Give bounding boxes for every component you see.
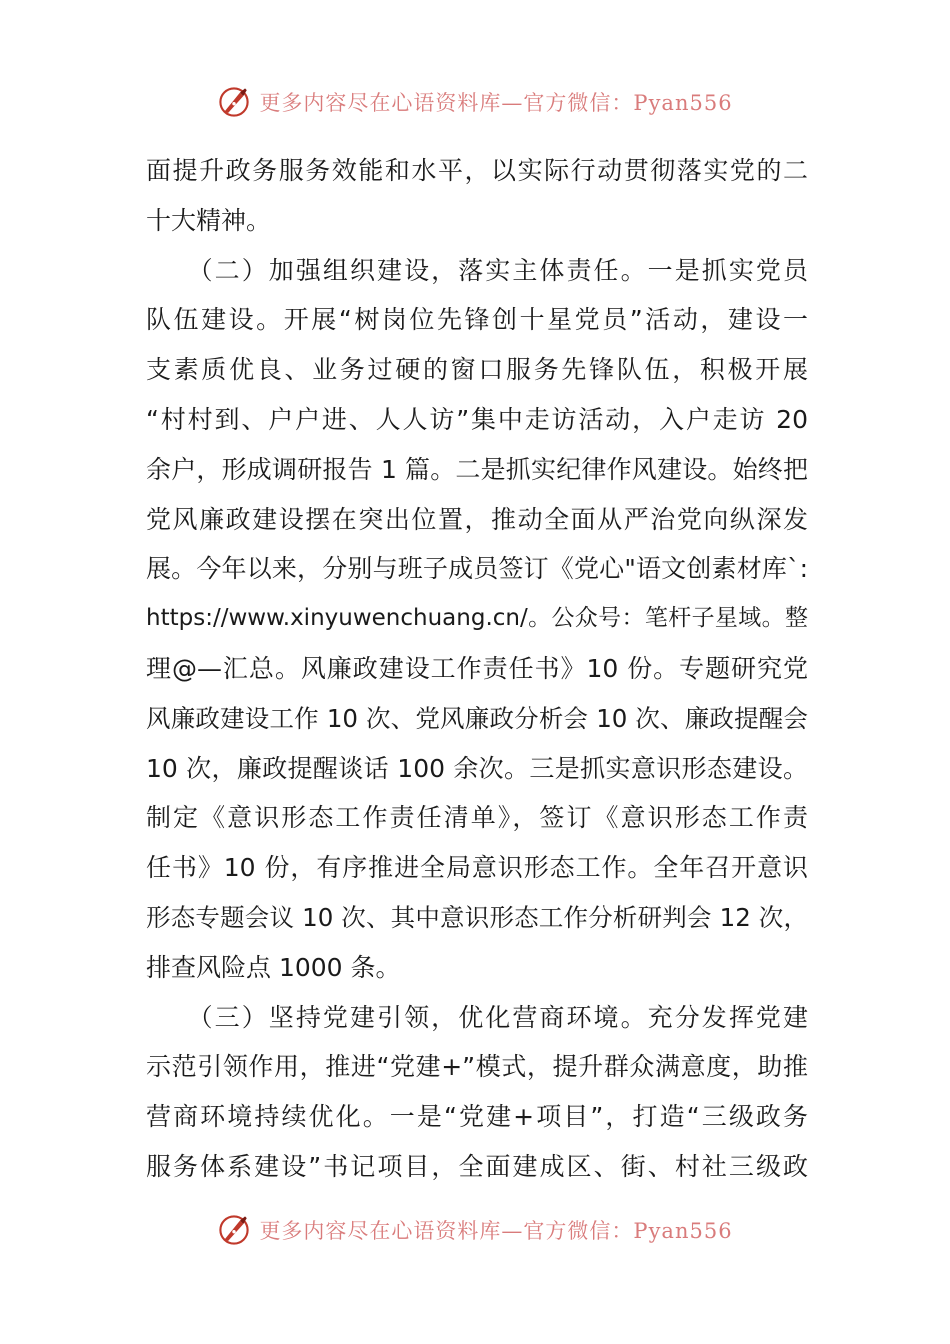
text-line: 风廉政建设工作 10 次、党风廉政分析会 10 次、廉政提醒会 <box>146 703 808 733</box>
text-line: 余户，形成调研报告 1 篇。二是抓实纪律作风建设。始终把 <box>146 454 808 484</box>
text-line: 服务体系建设”书记项目，全面建成区、街、村社三级政 <box>146 1151 808 1181</box>
header-banner-text: 更多内容尽在心语资料库—官方微信：Pyan556 <box>259 91 733 115</box>
pen-nib-logo-icon <box>217 1213 251 1247</box>
text-line: 队伍建设。开展“树岗位先锋创十星党员”活动，建设一 <box>146 305 808 335</box>
text-line: （二）加强组织建设，落实主体责任。一是抓实党员 <box>146 255 808 285</box>
text-line: （三）坚持党建引领，优化营商环境。充分发挥党建 <box>146 1002 808 1032</box>
text-line: https://www.xinyuwenchuang.cn/。公众号：笔杆子星域。整 <box>146 605 808 632</box>
document-body <box>146 146 808 1192</box>
text-line: 10 次，廉政提醒谈话 100 余次。三是抓实意识形态建设。 <box>146 753 808 783</box>
text-line: 示范引领作用，推进“党建+”模式，提升群众满意度，助推 <box>146 1052 808 1082</box>
text-line: 制定《意识形态工作责任清单》，签订《意识形态工作责 <box>146 803 808 833</box>
text-line: 营商环境持续优化。一是“党建+项目”，打造“三级政务 <box>146 1102 808 1132</box>
header-banner <box>0 80 950 124</box>
text-line: “村村到、户户进、人人访”集中走访活动，入户走访 20 <box>146 404 808 434</box>
text-line: 任书》10 份，有序推进全局意识形态工作。全年召开意识 <box>146 853 808 883</box>
footer-banner-text: 更多内容尽在心语资料库—官方微信：Pyan556 <box>259 1219 733 1243</box>
text-line: 展。今年以来，分别与班子成员签订《党心"语文创素材库`: <box>146 554 808 584</box>
text-line: 面提升政务服务效能和水平，以实际行动贯彻落实党的二 <box>146 156 808 185</box>
footer-banner <box>0 1208 950 1252</box>
text-line: 排查风险点 1000 条。 <box>146 952 401 982</box>
text-line: 形态专题会议 10 次、其中意识形态工作分析研判会 12 次， <box>146 902 808 932</box>
text-line: 理@—汇总。风廉政建设工作责任书》10 份。专题研究党 <box>146 653 808 683</box>
text-line: 十大精神。 <box>146 205 272 235</box>
text-line: 党风廉政建设摆在突出位置，推动全面从严治党向纵深发 <box>146 504 808 534</box>
pen-nib-logo-icon <box>217 85 251 119</box>
text-line: 支素质优良、业务过硬的窗口服务先锋队伍，积极开展 <box>146 355 808 385</box>
